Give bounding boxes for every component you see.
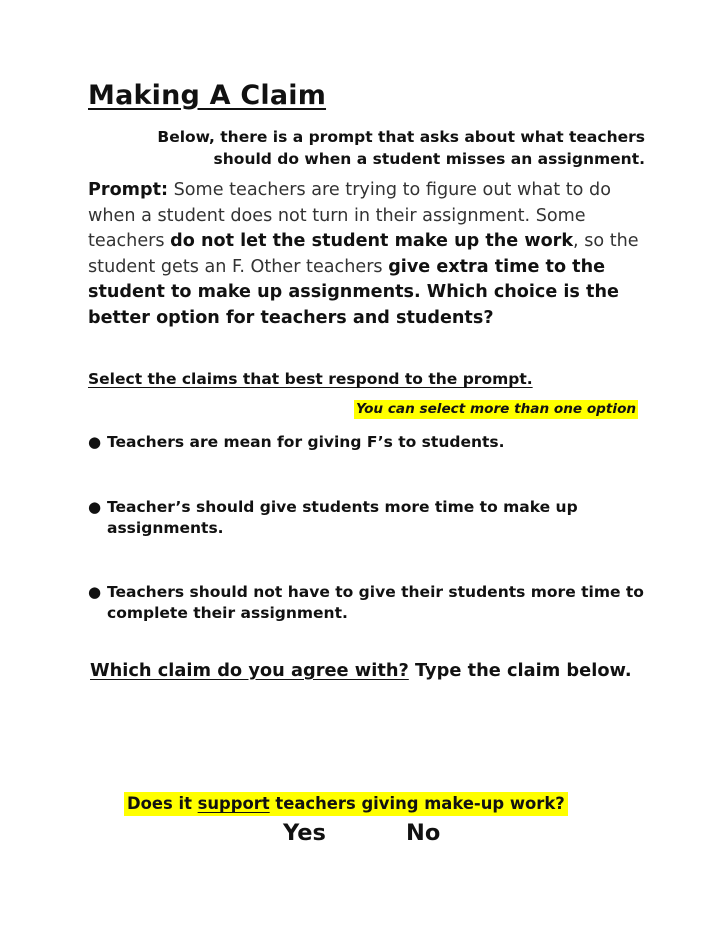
yes-answer[interactable]: Yes: [283, 820, 326, 846]
page-title: Making A Claim: [88, 80, 327, 111]
prompt-label: Prompt:: [88, 180, 169, 200]
claim-option-text: Teacher’s should give students more time to make up assignments.: [107, 498, 578, 537]
prompt-text-2: , so the student gets an F. Other teachers: [88, 231, 639, 277]
select-claims-label: Select the claims that best respond to the prompt.: [88, 370, 533, 388]
prompt-paragraph: [88, 178, 648, 331]
agree-question-underlined: Which claim do you agree with?: [90, 660, 409, 681]
support-question: [124, 792, 568, 816]
claim-option-text: Teachers are mean for giving F’s to students.: [107, 433, 505, 451]
claim-option-1[interactable]: [88, 432, 648, 453]
prompt-bold-2: give extra time to the student to make up assignments. Which choice is the better option for teachers and students?: [88, 256, 619, 328]
claim-option-text: Teachers should not have to give their students more time to complete their assignment.: [107, 583, 644, 622]
bullet-icon: ●: [88, 583, 102, 601]
multi-select-hint: You can select more than one option: [356, 401, 637, 417]
agree-question: [90, 660, 632, 681]
bullet-icon: ●: [88, 433, 102, 451]
support-question-after: teachers giving make-up work?: [269, 794, 565, 813]
no-answer[interactable]: No: [406, 820, 441, 846]
prompt-text-1: Some teachers are trying to figure out what to do when a student does not turn in their assignment. Some teachers: [88, 180, 611, 251]
support-question-underlined: support: [197, 794, 270, 813]
prompt-bold-1: do not let the student make up the work: [170, 231, 574, 251]
claim-option-2[interactable]: [88, 497, 648, 539]
support-question-before: Does it: [127, 794, 198, 813]
claim-option-3[interactable]: [88, 582, 648, 624]
bullet-icon: ●: [88, 498, 102, 516]
intro-text: Below, there is a prompt that asks about what teachers should do when a student misses an assignment.: [157, 128, 645, 168]
agree-question-rest: Type the claim below.: [408, 660, 632, 681]
